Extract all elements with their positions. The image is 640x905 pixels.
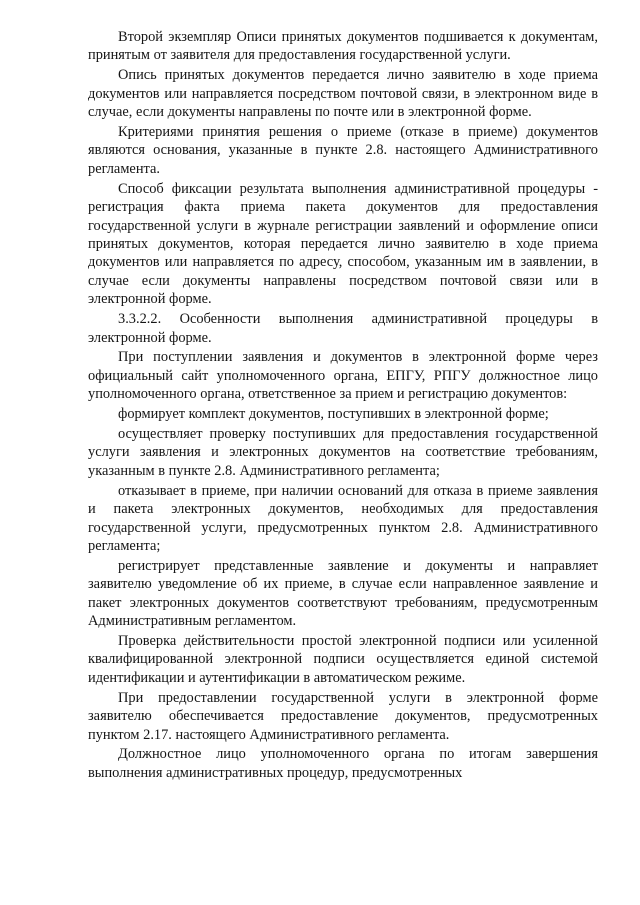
paragraph-acceptance-criteria: Критериями принятия решения о приеме (отказе в приеме) документов являются основания, указанные в пункте 2.8. настоящего Административного регламента.	[88, 124, 598, 177]
document-body	[88, 28, 598, 784]
list-item-forms-package: формирует комплект документов, поступивших в электронной форме;	[118, 406, 549, 423]
paragraph-signature-check: Проверка действительности простой электронной подписи или усиленной квалифицированной электронной подписи осуществляется единой системой идентификации и аутентификации в автоматическом режиме.	[88, 633, 598, 686]
list-item-registers-documents: регистрирует представленные заявление и документы и направляет заявителю уведомление об их приеме, в случае если направленное заявление и пакет электронных документов соответствуют требованиям, предусмотренным Административным регламентом.	[88, 557, 598, 630]
paragraph-official-completion: Должностное лицо уполномоченного органа по итогам завершения выполнения административных процедур, предусмотренных	[88, 746, 598, 781]
section-heading-3-3-2-2: 3.3.2.2. Особенности выполнения административной процедуры в электронной форме.	[88, 311, 598, 346]
paragraph-electronic-provision: При предоставлении государственной услуги в электронной форме заявителю обеспечивается предоставление документов, предусмотренных пунктом 2.17. настоящего Административного регламента.	[88, 689, 598, 743]
list-item-checks-compliance: осуществляет проверку поступивших для предоставления государственной услуги заявления и электронных документов на соответствие требованиям, указанным в пункте 2.8. Административного регламента;	[88, 426, 598, 479]
paragraph-result-fixation: Способ фиксации результата выполнения административной процедуры - регистрация факта приема пакета документов для предоставления государственной услуги в журнале регистрации заявлений и оформление описи принятых документов, которая передается лично заявителю в ходе приема документов или направляется по адресу, способом, указанным им в заявлении, в случае если документы направлены посредством почтовой связи или в электронной форме.	[88, 180, 598, 308]
list-item-refuses-acceptance: отказывает в приеме, при наличии оснований для отказа в приеме заявления и пакета электронных документов, необходимых для предоставления государственной услуги, предусмотренных пунктом 2.8. Административного регламента;	[88, 482, 598, 554]
paragraph-second-copy-inventory: Второй экземпляр Описи принятых документов подшивается к документам, принятым от заявителя для предоставления государственной услуги.	[88, 29, 598, 64]
paragraph-inventory-transfer: Опись принятых документов передается лично заявителю в ходе приема документов или направляется посредством почтовой связи, в электронном виде в случае, если документы направлены по почте или в электронной форме.	[88, 67, 598, 121]
paragraph-electronic-receipt: При поступлении заявления и документов в электронной форме через официальный сайт уполномоченного органа, ЕПГУ, РПГУ должностное лицо уполномоченного органа, ответственное за прием и регистрацию документов:	[88, 349, 598, 403]
